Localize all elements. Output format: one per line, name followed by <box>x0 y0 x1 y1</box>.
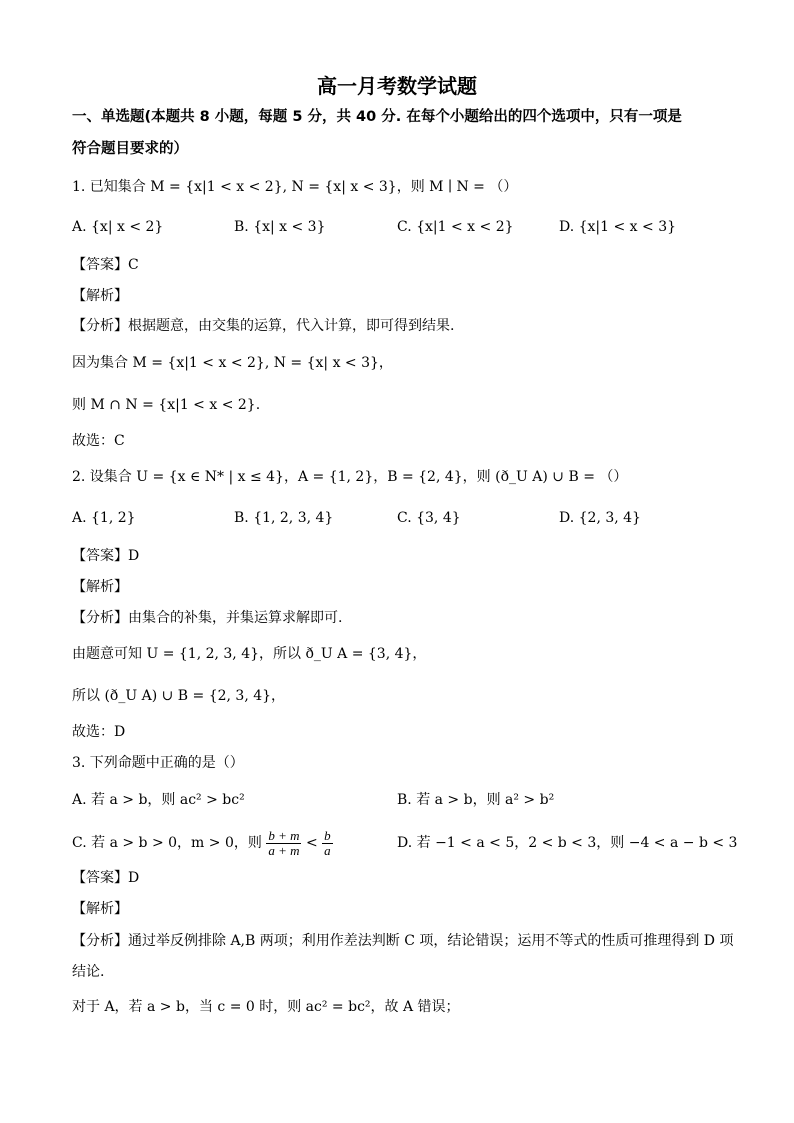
q2-step1: 由题意可知 U = {1, 2, 3, 4}，所以 ð_U A = {3, 4}， <box>72 646 427 662</box>
section-heading-line1: 一、单选题(本题共 8 小题，每题 5 分，共 40 分. 在每个小题给出的四个选项中，只有一项是 <box>72 109 682 125</box>
q3-option-c-num1: b + m <box>268 827 300 843</box>
q3-option-c-prefix: C. 若 a > b > 0，m > 0，则 <box>72 835 262 851</box>
q3-option-b: B. 若 a > b，则 a² > b² <box>397 792 555 808</box>
q2-conclusion: 故选：D <box>72 724 126 740</box>
q3-step1: 对于 A，若 a > b，当 c = 0 时，则 ac² = bc²，故 A 错误； <box>72 999 460 1015</box>
q2-option-d: D. {2, 3, 4} <box>559 510 641 526</box>
q2-analysis-label: 【解析】 <box>72 579 128 595</box>
q2-option-b: B. {1, 2, 3, 4} <box>234 510 334 526</box>
q1-conclusion: 故选：C <box>72 433 125 449</box>
q1-answer: 【答案】C <box>72 257 139 273</box>
q2-option-a: A. {1, 2} <box>72 510 136 526</box>
q3-option-a: A. 若 a > b，则 ac² > bc² <box>72 792 245 808</box>
q3-option-d: D. 若 −1 < a < 5，2 < b < 3，则 −4 < a − b < 3 <box>397 835 738 851</box>
page-title: 高一月考数学试题 <box>317 74 477 98</box>
q1-stem: 1. 已知集合 M = {x|1 < x < 2}, N = {x| x < 3}，则 M ∣ N = （） <box>72 179 518 195</box>
q3-analysis-line1: 【分析】通过举反例排除 A,B 两项；利用作差法判断 C 项，结论错误；运用不等式的性质可推理得到 D 项 <box>72 933 734 949</box>
q3-analysis-line2: 结论. <box>72 964 105 980</box>
q3-option-c-den2: a <box>324 842 331 858</box>
q1-option-d: D. {x|1 < x < 3} <box>559 219 677 235</box>
q2-analysis: 【分析】由集合的补集，并集运算求解即可. <box>72 610 343 626</box>
q1-analysis-label: 【解析】 <box>72 288 128 304</box>
q2-stem: 2. 设集合 U = {x ∈ N* | x ≤ 4}，A = {1, 2}，B = {2, 4}，则 (ð_U A) ∪ B = （） <box>72 469 628 485</box>
section-heading-line2: 符合题目要求的） <box>72 141 188 157</box>
q3-analysis-label: 【解析】 <box>72 901 128 917</box>
q3-option-c-num2: b <box>324 827 331 843</box>
q1-option-b: B. {x| x < 3} <box>234 219 326 235</box>
q3-option-c-den1: a + m <box>268 842 300 858</box>
q2-step2: 所以 (ð_U A) ∪ B = {2, 3, 4}， <box>72 688 286 704</box>
q3-option-c-less-than: < <box>305 835 318 851</box>
q3-option-c-fraction-right <box>322 829 333 858</box>
q1-step1: 因为集合 M = {x|1 < x < 2}, N = {x| x < 3}， <box>72 355 393 371</box>
q1-option-a: A. {x| x < 2} <box>72 219 164 235</box>
q1-option-c: C. {x|1 < x < 2} <box>397 219 514 235</box>
q3-option-c <box>72 826 333 860</box>
q3-option-c-fraction-left <box>266 829 301 858</box>
q2-option-c: C. {3, 4} <box>397 510 461 526</box>
q1-step2: 则 M ∩ N = {x|1 < x < 2}. <box>72 397 261 413</box>
q2-answer: 【答案】D <box>72 548 140 564</box>
q3-answer: 【答案】D <box>72 870 140 886</box>
q3-stem: 3. 下列命题中正确的是（） <box>72 755 244 771</box>
q1-analysis: 【分析】根据题意，由交集的运算，代入计算，即可得到结果. <box>72 318 455 334</box>
